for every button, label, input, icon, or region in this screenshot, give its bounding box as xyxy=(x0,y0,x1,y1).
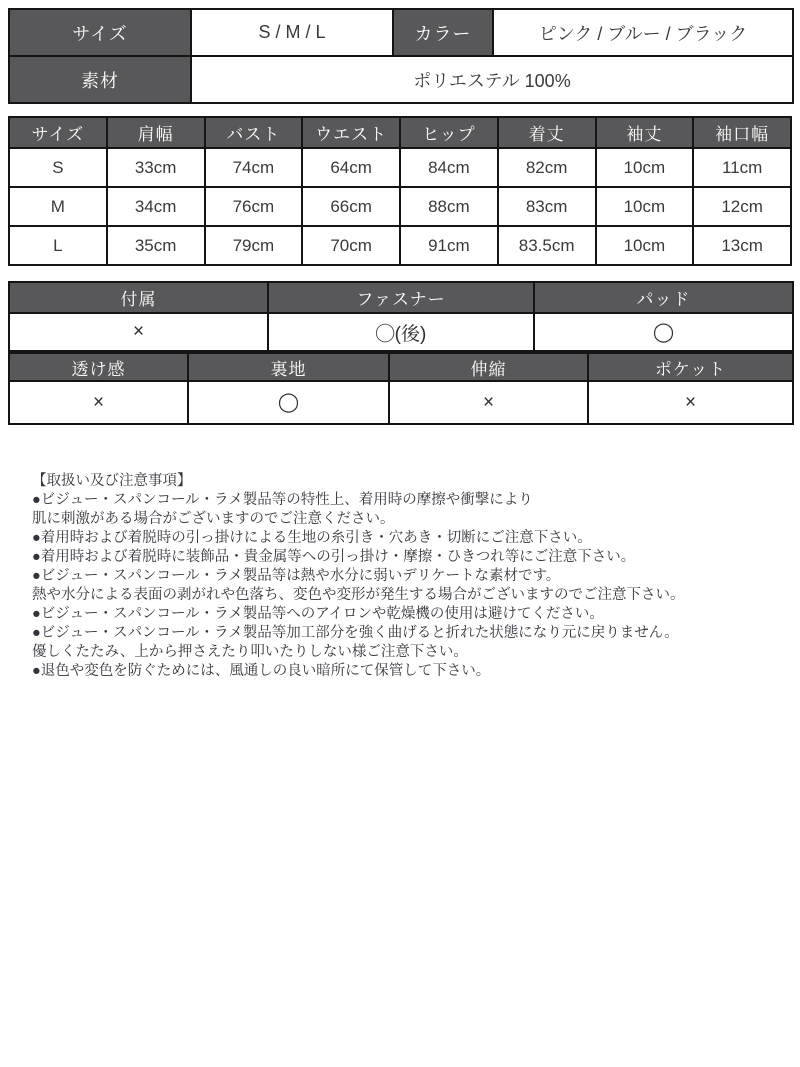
material-value-cell: ポリエステル 100% xyxy=(191,56,793,103)
measurement-cell: 91cm xyxy=(400,226,498,265)
table-row xyxy=(9,313,793,351)
features-header-row xyxy=(9,282,793,313)
table-row xyxy=(9,226,791,265)
column-header: 伸縮 xyxy=(389,353,588,381)
column-header: ヒップ xyxy=(400,117,498,148)
measurement-cell: 83.5cm xyxy=(498,226,596,265)
size-name-cell: M xyxy=(9,187,107,226)
column-header: 肩幅 xyxy=(107,117,205,148)
column-header: 付属 xyxy=(9,282,268,313)
size-name-cell: S xyxy=(9,148,107,187)
care-note-line: 優しくたたみ、上から押さえたり叩いたりしない様ご注意下さい。 xyxy=(32,644,468,660)
column-header: ウエスト xyxy=(302,117,400,148)
spec-table xyxy=(8,8,794,104)
measurement-cell: 79cm xyxy=(205,226,303,265)
measurement-cell: 11cm xyxy=(693,148,791,187)
care-note-line: ●着用時および着脱時に装飾品・貴金属等への引っ掛け・摩擦・ひきつれ等にご注意下さい。 xyxy=(32,549,636,565)
size-value-cell: S / M / L xyxy=(191,9,393,56)
size-chart-header-row xyxy=(9,117,791,148)
feature-value-cell: ◯ xyxy=(188,381,389,424)
care-note-line: ●ビジュー・スパンコール・ラメ製品等は熱や水分に弱いデリケートな素材です。 xyxy=(32,568,561,584)
care-note-line: 肌に刺激がある場合がございますのでご注意ください。 xyxy=(32,511,395,527)
column-header: パッド xyxy=(534,282,793,313)
column-header: サイズ xyxy=(9,117,107,148)
measurement-cell: 74cm xyxy=(205,148,303,187)
care-note-line: ●ビジュー・スパンコール・ラメ製品等の特性上、着用時の摩擦や衝撃により xyxy=(32,492,533,508)
measurement-cell: 10cm xyxy=(596,148,694,187)
size-name-cell: L xyxy=(9,226,107,265)
care-note-line: ●着用時および着脱時の引っ掛けによる生地の糸引き・穴あき・切断にご注意下さい。 xyxy=(32,530,592,546)
color-label-cell: カラー xyxy=(393,9,493,56)
size-chart-table xyxy=(8,116,792,266)
column-header: 袖丈 xyxy=(596,117,694,148)
table-row xyxy=(9,9,793,56)
measurement-cell: 10cm xyxy=(596,187,694,226)
feature-value-cell: × xyxy=(588,381,793,424)
measurement-cell: 12cm xyxy=(693,187,791,226)
care-note-line: ●ビジュー・スパンコール・ラメ製品等加工部分を強く曲げると折れた状態になり元に戻りません。 xyxy=(32,625,679,641)
material-label-cell: 素材 xyxy=(9,56,191,103)
features-header-row xyxy=(9,353,793,381)
table-row xyxy=(9,381,793,424)
feature-value-cell: × xyxy=(9,381,188,424)
measurement-cell: 33cm xyxy=(107,148,205,187)
features-table-1 xyxy=(8,281,794,352)
size-label-cell: サイズ xyxy=(9,9,191,56)
measurement-cell: 82cm xyxy=(498,148,596,187)
measurement-cell: 10cm xyxy=(596,226,694,265)
care-note-line: 熱や水分による表面の剥がれや色落ち、変色や変形が発生する場合がございますのでご注意下さい。 xyxy=(32,587,685,603)
column-header: ポケット xyxy=(588,353,793,381)
column-header: 袖口幅 xyxy=(693,117,791,148)
column-header: 着丈 xyxy=(498,117,596,148)
measurement-cell: 64cm xyxy=(302,148,400,187)
care-notes xyxy=(8,472,792,681)
table-row xyxy=(9,148,791,187)
care-note-line: ●ビジュー・スパンコール・ラメ製品等へのアイロンや乾燥機の使用は避けてください。 xyxy=(32,606,604,622)
features-table-2 xyxy=(8,352,794,425)
measurement-cell: 35cm xyxy=(107,226,205,265)
column-header: 裏地 xyxy=(188,353,389,381)
measurement-cell: 76cm xyxy=(205,187,303,226)
care-notes-title: 【取扱い及び注意事項】 xyxy=(32,473,192,489)
measurement-cell: 66cm xyxy=(302,187,400,226)
measurement-cell: 13cm xyxy=(693,226,791,265)
table-row xyxy=(9,187,791,226)
care-note-line: ●退色や変色を防ぐためには、風通しの良い暗所にて保管して下さい。 xyxy=(32,663,491,679)
column-header: バスト xyxy=(205,117,303,148)
column-header: 透け感 xyxy=(9,353,188,381)
feature-value-cell: × xyxy=(9,313,268,351)
feature-value-cell: ◯ xyxy=(534,313,793,351)
color-value-cell: ピンク / ブルー / ブラック xyxy=(493,9,793,56)
measurement-cell: 34cm xyxy=(107,187,205,226)
table-row xyxy=(9,56,793,103)
column-header: ファスナー xyxy=(268,282,534,313)
measurement-cell: 88cm xyxy=(400,187,498,226)
feature-value-cell: × xyxy=(389,381,588,424)
measurement-cell: 84cm xyxy=(400,148,498,187)
measurement-cell: 83cm xyxy=(498,187,596,226)
measurement-cell: 70cm xyxy=(302,226,400,265)
feature-value-cell: ◯(後) xyxy=(268,313,534,351)
